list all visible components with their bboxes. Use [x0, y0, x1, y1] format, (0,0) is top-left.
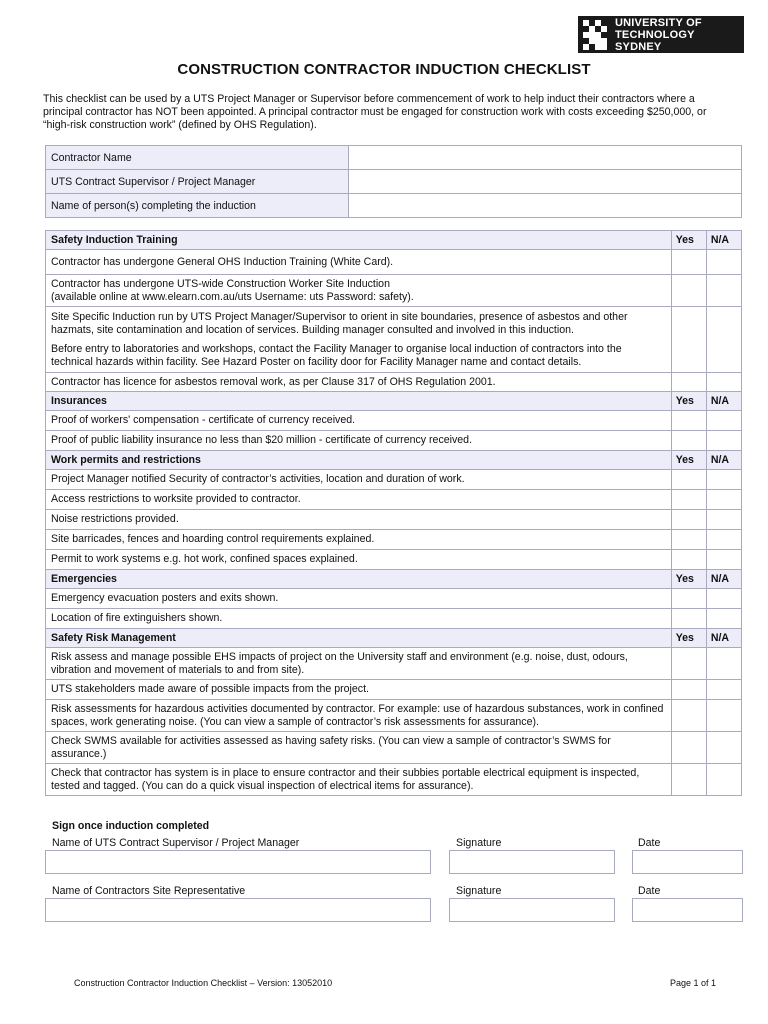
section-title: Safety Risk Management [46, 629, 672, 648]
yes-checkbox[interactable] [671, 411, 706, 431]
yes-checkbox[interactable] [671, 589, 706, 609]
yes-checkbox[interactable] [671, 764, 706, 796]
na-checkbox[interactable] [706, 648, 741, 680]
contractor-name-field[interactable] [349, 146, 742, 170]
yes-checkbox[interactable] [671, 307, 706, 373]
checklist-item: Permit to work systems e.g. hot work, confined spaces explained. [46, 550, 672, 570]
na-checkbox[interactable] [706, 431, 741, 451]
na-checkbox[interactable] [706, 700, 741, 732]
section-header [46, 231, 742, 250]
table-row [46, 732, 742, 764]
yes-checkbox[interactable] [671, 648, 706, 680]
yes-checkbox[interactable] [671, 700, 706, 732]
table-row [46, 700, 742, 732]
yes-header: Yes [671, 392, 706, 411]
checklist-item: Check SWMS available for activities assessed as having safety risks. (You can view a sample of contractor’s SWMS for assurance.) [46, 732, 672, 764]
checklist-item: Check that contractor has system is in place to ensure contractor and their subbies portable electrical equipment is inspected, tested and tagged. (You can do a quick visual inspection of electrical items for assurance). [46, 764, 672, 796]
yes-checkbox[interactable] [671, 550, 706, 570]
na-checkbox[interactable] [706, 490, 741, 510]
na-checkbox[interactable] [706, 550, 741, 570]
table-row [46, 589, 742, 609]
footer-version: Construction Contractor Induction Checklist – Version: 13052010 [74, 978, 333, 988]
checklist-item: UTS stakeholders made aware of possible impacts from the project. [46, 680, 672, 700]
yes-checkbox[interactable] [671, 510, 706, 530]
na-checkbox[interactable] [706, 250, 741, 275]
na-header: N/A [706, 451, 741, 470]
table-row [46, 648, 742, 680]
inducting-person-field[interactable] [349, 194, 742, 218]
page-title: CONSTRUCTION CONTRACTOR INDUCTION CHECKLIST [177, 61, 591, 78]
table-row [46, 680, 742, 700]
supervisor-signature-input[interactable] [449, 850, 615, 874]
info-row [46, 194, 742, 218]
yes-checkbox[interactable] [671, 250, 706, 275]
checklist-item: Site barricades, fences and hoarding control requirements explained. [46, 530, 672, 550]
yes-checkbox[interactable] [671, 609, 706, 629]
yes-checkbox[interactable] [671, 373, 706, 392]
na-checkbox[interactable] [706, 510, 741, 530]
na-header: N/A [706, 231, 741, 250]
checklist-item: Risk assessments for hazardous activities documented by contractor. For example: use of hazardous substances, work in confined spaces, work generating noise. (You can view a sample of contractor’s risk assessments for assurance). [46, 700, 672, 732]
checklist-item: Project Manager notified Security of contractor’s activities, location and duration of work. [46, 470, 672, 490]
contractor-info-table [45, 145, 742, 218]
na-header: N/A [706, 629, 741, 648]
uts-logo-mark-icon [583, 20, 607, 50]
yes-checkbox[interactable] [671, 470, 706, 490]
na-checkbox[interactable] [706, 470, 741, 490]
section-title: Emergencies [46, 570, 672, 589]
checklist-item: Noise restrictions provided. [46, 510, 672, 530]
supervisor-date-input[interactable] [632, 850, 743, 874]
na-checkbox[interactable] [706, 307, 741, 373]
yes-checkbox[interactable] [671, 680, 706, 700]
checklist-item: Risk assess and manage possible EHS impacts of project on the University staff and environment (e.g. noise, dust, odours, vibration and movement of materials to and from site). [46, 648, 672, 680]
section-title: Safety Induction Training [46, 231, 672, 250]
na-checkbox[interactable] [706, 411, 741, 431]
table-row [46, 411, 742, 431]
table-row [46, 530, 742, 550]
contractor-rep-label: Name of Contractors Site Representative [52, 885, 246, 897]
table-row [46, 373, 742, 392]
na-header: N/A [706, 392, 741, 411]
signature-label: Signature [456, 837, 502, 849]
induction-checklist-table [45, 230, 742, 796]
date-label: Date [638, 837, 661, 849]
checklist-item: Location of fire extinguishers shown. [46, 609, 672, 629]
info-label: Name of person(s) completing the induction [46, 194, 349, 218]
section-header [46, 451, 742, 470]
section-header [46, 570, 742, 589]
section-header [46, 629, 742, 648]
yes-header: Yes [671, 570, 706, 589]
checklist-item: Access restrictions to worksite provided to contractor. [46, 490, 672, 510]
info-label: UTS Contract Supervisor / Project Manager [46, 170, 349, 194]
na-checkbox[interactable] [706, 373, 741, 392]
table-row [46, 764, 742, 796]
table-row [46, 490, 742, 510]
contractor-rep-signature-input[interactable] [449, 898, 615, 922]
section-title: Work permits and restrictions [46, 451, 672, 470]
date-label: Date [638, 885, 661, 897]
table-row [46, 550, 742, 570]
yes-checkbox[interactable] [671, 431, 706, 451]
table-row [46, 609, 742, 629]
sign-heading: Sign once induction completed [52, 820, 210, 832]
na-checkbox[interactable] [706, 680, 741, 700]
table-row [46, 431, 742, 451]
na-checkbox[interactable] [706, 732, 741, 764]
checklist-item: Proof of workers' compensation - certificate of currency received. [46, 411, 672, 431]
na-checkbox[interactable] [706, 530, 741, 550]
signature-label: Signature [456, 885, 502, 897]
na-checkbox[interactable] [706, 589, 741, 609]
uts-logo [578, 16, 744, 53]
yes-checkbox[interactable] [671, 530, 706, 550]
section-header [46, 392, 742, 411]
checklist-item: Emergency evacuation posters and exits shown. [46, 589, 672, 609]
yes-checkbox[interactable] [671, 732, 706, 764]
table-row [46, 307, 742, 373]
uts-logo-text: UNIVERSITY OF TECHNOLOGY SYDNEY [615, 16, 702, 53]
info-row [46, 146, 742, 170]
table-row [46, 510, 742, 530]
yes-header: Yes [671, 231, 706, 250]
supervisor-field[interactable] [349, 170, 742, 194]
footer-page-number: Page 1 of 1 [670, 978, 717, 988]
yes-header: Yes [671, 451, 706, 470]
na-checkbox[interactable] [706, 764, 741, 796]
table-row [46, 470, 742, 490]
contractor-rep-date-input[interactable] [632, 898, 743, 922]
info-row [46, 170, 742, 194]
table-row [46, 275, 742, 307]
na-checkbox[interactable] [706, 609, 741, 629]
yes-checkbox[interactable] [671, 275, 706, 307]
yes-checkbox[interactable] [671, 490, 706, 510]
na-header: N/A [706, 570, 741, 589]
checklist-item: Proof of public liability insurance no less than $20 million - certificate of currency received. [46, 431, 672, 451]
na-checkbox[interactable] [706, 275, 741, 307]
checklist-item: Contractor has licence for asbestos removal work, as per Clause 317 of OHS Regulation 2001. [46, 373, 672, 392]
yes-header: Yes [671, 629, 706, 648]
supervisor-name-input[interactable] [45, 850, 431, 874]
supervisor-name-label: Name of UTS Contract Supervisor / Project Manager [52, 837, 300, 849]
section-title: Insurances [46, 392, 672, 411]
checklist-item: Contractor has undergone General OHS Induction Training (White Card). [46, 250, 672, 275]
checklist-item: Contractor has undergone UTS-wide Construction Worker Site Induction (available online at www.elearn.com.au/uts Username: uts Password: safety). [46, 275, 672, 307]
intro-text: This checklist can be used by a UTS Project Manager or Supervisor before commencement of work to help induct their contractors where a principal contractor has NOT been appointed. A principal contractor must be engaged for construction work with costs exceeding $250,000, or “high-risk construction work” (defined by OHS Regulation). [43, 93, 707, 132]
info-label: Contractor Name [46, 146, 349, 170]
checklist-item: Site Specific Induction run by UTS Project Manager/Supervisor to orient in site boundaries, presence of asbestos and other hazmats, site contamination and location of services. Building manager consulted and involved in this induction. Before entry to laboratories and workshops, contact the Facility Manager to organise local induction of contractors into the technical hazards within facility. See Hazard Poster on facility door for Facility Manager name and contact details. [46, 307, 672, 373]
table-row [46, 250, 742, 275]
contractor-rep-name-input[interactable] [45, 898, 431, 922]
